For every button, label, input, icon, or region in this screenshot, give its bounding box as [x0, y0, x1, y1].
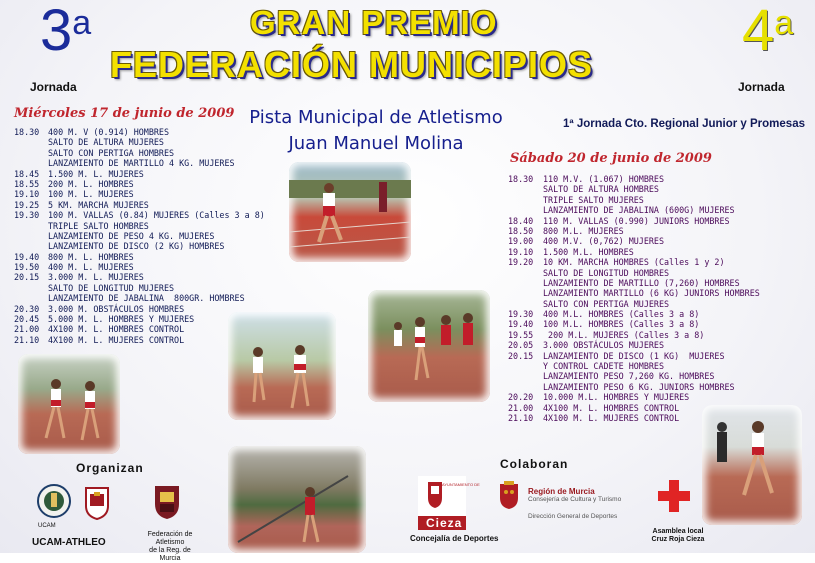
cruz-roja-logo [656, 478, 692, 514]
schedule-row [14, 241, 265, 251]
schedule-row [508, 330, 760, 340]
right-jornada-superscript: a [774, 4, 794, 42]
title-line-1: GRAN PREMIO [250, 4, 498, 41]
ucam-athleo-caption: UCAM-ATHLEO [32, 537, 106, 548]
schedule-row [508, 382, 760, 392]
schedule-event: 100 M. VALLAS (0.84) MUJERES (Calles 3 a 8) [48, 210, 265, 221]
schedule-time: 19.30 [14, 210, 40, 221]
schedule-event: LANZAMIENTO DE JABALINA (600G) MUJERES [543, 205, 735, 216]
schedule-event: 400 M.V. (0,762) MUJERES [543, 236, 665, 247]
schedule-row [14, 158, 265, 168]
schedule-row [14, 200, 265, 210]
schedule-event: Y CONTROL CADETE HOMBRES [543, 361, 665, 372]
ucam-logo-text: UCAM [38, 523, 56, 529]
schedule-time: 20.20 [508, 392, 534, 403]
right-jornada-number: 4 [742, 0, 775, 63]
cieza-caption: Concejalía de Deportes [410, 534, 499, 543]
federacion-caption-line-2: de la Reg. de Murcia [149, 547, 191, 562]
federacion-caption-line-1: Federación de Atletismo [147, 531, 193, 546]
schedule-event: TRIPLE SALTO HOMBRES [48, 220, 149, 231]
schedule-row [14, 148, 265, 158]
runners-group-icon [228, 312, 336, 420]
schedule-time: 19.10 [508, 246, 534, 257]
venue-block [236, 105, 516, 157]
schedule-time: 20.05 [508, 340, 534, 351]
schedule-row [508, 299, 760, 309]
schedule-time: 18.40 [508, 215, 534, 226]
race-pack-icon [368, 290, 490, 402]
schedule-event: 4X100 M. L. MUJERES CONTROL [543, 412, 680, 423]
schedule-event: 3.000 M. L. MUJERES [48, 272, 144, 283]
region-murcia-sub1: Consejería de Cultura y Turismo [528, 496, 622, 503]
schedule-event: SALTO DE LONGITUD MUJERES [48, 282, 175, 293]
schedule-event: 110 M. VALLAS (0.990) JUNIORS HOMBRES [543, 215, 730, 226]
photo-finisher [702, 405, 802, 525]
ucam-seal-icon [34, 483, 74, 523]
region-murcia-logo [528, 487, 621, 520]
schedule-row [508, 278, 760, 288]
schedule-row [508, 319, 760, 329]
schedule-row [14, 293, 265, 303]
schedule-event: 400 M.L. HOMBRES (Calles 3 a 8) [543, 309, 700, 320]
schedule-row [14, 189, 265, 199]
schedule-row [14, 137, 265, 147]
schedule-time: 20.45 [14, 314, 40, 325]
schedule-row [508, 184, 760, 194]
cruz-roja-caption [648, 528, 708, 544]
region-murcia-crest [498, 480, 520, 510]
schedule-time: 21.10 [508, 412, 534, 423]
championship-line: 1ª Jornada Cto. Regional Junior y Promesas [563, 118, 805, 130]
schedule-event: LANZAMIENTO DE DISCO (2 KG) HOMBRES [48, 241, 225, 252]
schedule-event: LANZAMIENTO DE MARTILLO 4 KG. MUJERES [48, 158, 235, 169]
schedule-row [508, 247, 760, 257]
region-murcia-title: Región de Murcia [528, 487, 595, 496]
schedule-row [14, 169, 265, 179]
schedule-row [508, 236, 760, 246]
race-walkers-icon [18, 354, 120, 454]
schedule-event: 800 M.L. MUJERES [543, 225, 624, 236]
schedule-event: 3.000 M. OBSTÁCULOS HOMBRES [48, 303, 185, 314]
cruz-roja-caption-line-2: Cruz Roja Cieza [651, 536, 705, 543]
colaboran-label: Colaboran [500, 457, 569, 471]
right-jornada-label: Jornada [738, 80, 785, 94]
region-murcia-sub2: Dirección General de Deportes [528, 513, 618, 520]
left-jornada-number: 3 [40, 0, 73, 63]
schedule-event: 400 M. L. MUJERES [48, 262, 134, 273]
schedule-time: 20.15 [14, 272, 40, 283]
schedule-row [14, 283, 265, 293]
photo-women-runners [228, 312, 336, 420]
venue-line-2: Juan Manuel Molina [288, 133, 464, 154]
photo-walkers [18, 354, 120, 454]
schedule-event: 110 M.V. (1.067) HOMBRES [543, 174, 665, 184]
schedule-event: 800 M. L. HOMBRES [48, 251, 134, 262]
schedule-row [508, 361, 760, 371]
finisher-runner-icon [702, 405, 802, 525]
schedule-row [508, 288, 760, 298]
schedule-row [508, 216, 760, 226]
schedule-event: 5.000 M. L. HOMBRES Y MUJERES [48, 314, 195, 325]
photo-race-pack [368, 290, 490, 402]
schedule-time: 20.30 [14, 303, 40, 314]
athleo-shield-icon [84, 486, 110, 520]
federacion-logo [152, 484, 182, 520]
schedule-event: SALTO DE ALTURA MUJERES [48, 137, 164, 148]
schedule-event: LANZAMIENTO PESO 6 KG. JUNIORS HOMBRES [543, 381, 735, 392]
schedule-row [508, 205, 760, 215]
schedule-event: LANZAMIENTO PESO 7,260 KG. HOMBRES [543, 371, 715, 382]
venue-line-1: Pista Municipal de Atletismo [249, 107, 503, 128]
schedule-event: 100 M.L. HOMBRES (Calles 3 a 8) [543, 319, 700, 330]
schedule-time: 18.55 [14, 178, 40, 189]
schedule-time: 18.30 [508, 174, 534, 184]
left-jornada-badge [40, 0, 92, 63]
schedule-row [508, 309, 760, 319]
schedule-time: 19.20 [508, 257, 534, 268]
schedule-event: 100 M. L. MUJERES [48, 189, 134, 200]
schedule-row [508, 195, 760, 205]
schedule-time: 18.45 [14, 168, 40, 179]
schedule-row [508, 371, 760, 381]
schedule-time: 19.00 [508, 236, 534, 247]
schedule-row [508, 174, 760, 184]
federacion-caption [138, 531, 202, 563]
schedule-row [508, 340, 760, 350]
photo-pole-vault [228, 446, 366, 553]
schedule-time: 21.10 [14, 334, 40, 345]
photo-runner-track [289, 162, 411, 262]
cieza-top-text: AYUNTAMIENTO DE [442, 482, 480, 487]
pole-vault-icon [228, 446, 366, 553]
schedule-event: 3.000 OBSTÁCULOS MUJERES [543, 340, 665, 351]
right-schedule [508, 174, 760, 423]
ucam-logo [34, 483, 74, 523]
schedule-event: 200 M. L. HOMBRES [48, 178, 134, 189]
region-murcia-crest-icon [498, 480, 520, 510]
schedule-time: 21.00 [14, 324, 40, 335]
schedule-row [508, 351, 760, 361]
schedule-row [14, 252, 265, 262]
schedule-event: SALTO CON PERTIGA HOMBRES [48, 147, 175, 158]
schedule-row [14, 231, 265, 241]
schedule-row [508, 392, 760, 402]
title-line-2: FEDERACIÓN MUNICIPIOS [110, 44, 594, 85]
schedule-event: 10.000 M.L. HOMBRES Y MUJERES [543, 392, 690, 403]
schedule-time: 19.25 [14, 199, 40, 210]
schedule-event: 4X100 M. L. HOMBRES CONTROL [543, 402, 680, 413]
schedule-event: LANZAMIENTO DE PESO 4 KG. MUJERES [48, 230, 215, 241]
schedule-row [14, 210, 265, 220]
left-jornada-superscript: a [72, 4, 92, 42]
schedule-time: 20.15 [508, 350, 534, 361]
schedule-event: 5 KM. MARCHA MUJERES [48, 199, 149, 210]
schedule-event: LANZAMIENTO DE MARTILLO (7,260) HOMBRES [543, 277, 740, 288]
organizan-label: Organizan [76, 461, 144, 475]
schedule-event: 4X100 M. L. HOMBRES CONTROL [48, 324, 185, 335]
schedule-event: 4X100 M. L. MUJERES CONTROL [48, 334, 185, 345]
schedule-event: LANZAMIENTO MARTILLO (6 KG) JUNIORS HOMBRES [543, 288, 760, 299]
schedule-time: 19.40 [508, 319, 534, 330]
federacion-shield-icon [152, 484, 182, 520]
schedule-event: TRIPLE SALTO MUJERES [543, 194, 644, 205]
schedule-row [14, 221, 265, 231]
cieza-logo-text: Cieza [426, 516, 463, 530]
schedule-time: 19.55 [508, 329, 534, 340]
schedule-time: 19.10 [14, 189, 40, 200]
schedule-row [14, 127, 265, 137]
schedule-event: LANZAMIENTO DE DISCO (1 KG) MUJERES [543, 350, 725, 361]
schedule-row [508, 226, 760, 236]
athleo-shield [84, 486, 110, 520]
schedule-event: 1.500 M. L. MUJERES [48, 168, 144, 179]
schedule-time: 18.50 [508, 225, 534, 236]
schedule-time: 21.00 [508, 402, 534, 413]
schedule-time: 19.40 [14, 251, 40, 262]
schedule-row [508, 257, 760, 267]
schedule-event: 200 M.L. MUJERES (Calles 3 a 8) [543, 329, 705, 340]
schedule-row [14, 262, 265, 272]
cruz-roja-caption-line-1: Asamblea local [652, 528, 704, 535]
schedule-event: 400 M. V (0.914) HOMBRES [48, 127, 170, 137]
runner-figure-icon [289, 162, 411, 262]
right-day-title: Sábado 20 de junio de 2009 [510, 151, 712, 166]
red-cross-icon [656, 478, 692, 514]
schedule-time: 19.50 [14, 262, 40, 273]
schedule-row [14, 272, 265, 282]
left-jornada-label: Jornada [30, 80, 77, 94]
schedule-row [14, 179, 265, 189]
schedule-event: SALTO DE LONGITUD HOMBRES [543, 267, 670, 278]
schedule-event: SALTO DE ALTURA HOMBRES [543, 184, 659, 195]
schedule-time: 19.30 [508, 309, 534, 320]
schedule-event: 1.500 M.L. HOMBRES [543, 246, 634, 257]
right-jornada-badge [742, 0, 794, 63]
schedule-time: 18.30 [14, 127, 40, 137]
schedule-event: SALTO CON PERTIGA MUJERES [543, 298, 670, 309]
schedule-row [508, 268, 760, 278]
left-day-title: Miércoles 17 de junio de 2009 [14, 106, 235, 121]
schedule-event: 10 KM. MARCHA HOMBRES (Calles 1 y 2) [543, 257, 725, 268]
schedule-event: LANZAMIENTO DE JABALINA 800GR. HOMBRES [48, 293, 245, 304]
